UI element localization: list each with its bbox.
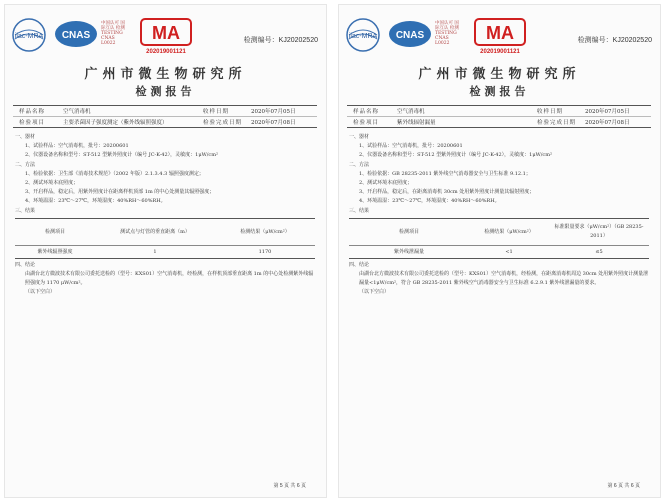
sample-info-table xyxy=(347,105,651,128)
report-subtitle: 检测报告 xyxy=(469,85,530,98)
section-line: 2、测试环境本底照度； xyxy=(25,180,79,186)
ilac-mra-logo-icon xyxy=(11,17,47,53)
header-standard-limit: 标准限量要求（μW/cm²）（GB 28235-2011） xyxy=(554,224,644,239)
section-line: 2、仪器设备名称和型号：ST-512 型紫外照度计（编号 JC-K-42），灵敏度：1μW/cm² xyxy=(359,152,552,158)
ilac-logo-text: ilac-MRA xyxy=(348,33,378,40)
cell-distance: 1 xyxy=(153,248,157,255)
cnas-logo-text: CNAS xyxy=(395,30,425,41)
section-line: 4、环境温湿：23℃～27℃，环境湿度：40%RH～60%RH。 xyxy=(359,198,500,204)
report-page-6 xyxy=(338,4,661,498)
report-number: 检测编号：KJ20202520 xyxy=(243,37,318,44)
page-footer: 第 6 页 共 6 页 xyxy=(607,483,640,489)
cell-standard-limit: ≤5 xyxy=(595,248,603,255)
section-line: 2、测试环境本底照度； xyxy=(359,180,413,186)
receive-date-label: 收样日期 xyxy=(203,109,230,115)
cell-result: 1170 xyxy=(258,248,272,255)
accreditation-logos xyxy=(345,15,545,55)
cell-result: <1 xyxy=(505,248,513,255)
section-line: 3、开启样品，稳定后，用紫外照度计在距离样机顶部 1m 的中心处测量其辐照强度； xyxy=(25,189,215,195)
section-line: 1、试验样品：空气消毒机，批号：20200601 xyxy=(25,143,129,149)
institute-title: 广州市微生物研究所 xyxy=(418,67,581,82)
info-row xyxy=(347,116,651,127)
cma-logo-text: MA xyxy=(152,23,180,43)
results-table xyxy=(15,218,315,259)
header-test-item: 检测项目 xyxy=(44,228,65,235)
results-header-row xyxy=(15,219,315,246)
report-page-5 xyxy=(4,4,327,498)
sample-name-value: 空气消毒机 xyxy=(397,109,425,115)
receive-date-value: 2020年07月05日 xyxy=(251,109,296,115)
conclusion-text: 由湖台北方微波技术有限公司委托送检的（型号：KXS01）空气消毒机，经检测，在距离消毒机周边 30cm 处用紫外照度计测量泄漏量<1μW/cm²，符合 GB 28235-2011 紫外线空气消毒器安全与卫生标准 6.2.9.1 紫外线泄漏量的要求。 xyxy=(359,271,649,286)
institute-title: 广州市微生物研究所 xyxy=(84,67,247,82)
test-item-value: 紫外线辐射漏量 xyxy=(397,120,436,126)
cnas-logo-icon xyxy=(53,19,99,49)
test-item-label: 检验项目 xyxy=(19,120,46,126)
cma-number: 202019001121 xyxy=(146,49,186,55)
section-line: 3、开启样品，稳定后，在距离消毒机 30cm 处用紫外照度计测量其辐射照度； xyxy=(359,189,535,195)
sample-info-table xyxy=(13,105,317,128)
sample-name-label: 样品名称 xyxy=(353,109,380,115)
header-test-item: 检测项目 xyxy=(398,228,419,235)
cnas-subtext: 中国认可 国际互认 检测 TESTING CNAS L0022 xyxy=(101,21,125,46)
header-result: 检测结果（μW/cm²） xyxy=(484,228,534,235)
cnas-subtext: 中国认可 国际互认 检测 TESTING CNAS L0022 xyxy=(435,21,459,46)
test-item-value: 主要杀菌因子强度测定（紫外线辐照强度） xyxy=(63,120,168,126)
results-table xyxy=(349,218,649,259)
conclusion-text: 由湖台北方微波技术有限公司委托送检的（型号：KXS01）空气消毒机，经检测，在样机顶部垂直距离 1m 的中心处检测紫外线辐照强度为 1170 μW/cm²。 xyxy=(25,271,314,286)
section-line: 1、试验样品：空气消毒机，批号：20200601 xyxy=(359,143,463,149)
table-row xyxy=(15,246,315,258)
section-heading: 三、结果 xyxy=(15,208,36,214)
section-heading: 一、器材 xyxy=(349,134,370,140)
info-row xyxy=(347,106,651,116)
section-line: 1、检验依据：卫生部《消毒技术规范》（2002 年版）2.1.3.4.3 辐照强度测定； xyxy=(25,171,204,177)
done-date-label: 检验完成日期 xyxy=(203,120,243,126)
done-date-value: 2020年07月08日 xyxy=(585,120,630,126)
sample-name-value: 空气消毒机 xyxy=(63,109,91,115)
header-distance: 测试点与灯管的垂直距离（m） xyxy=(120,228,190,235)
section-line: 1、检验依据：GB 28235-2011 紫外线空气消毒器安全与卫生标准 9.12.1； xyxy=(359,171,531,177)
conclusion-label: 四、结论 xyxy=(15,262,36,268)
done-date-value: 2020年07月08日 xyxy=(251,120,296,126)
receive-date-label: 收样日期 xyxy=(537,109,564,115)
ilac-logo-text: ilac-MRA xyxy=(14,33,44,40)
page-footer: 第 5 页 共 6 页 xyxy=(273,483,306,489)
blank-note: （以下空白） xyxy=(359,289,390,295)
conclusion-label: 四、结论 xyxy=(349,262,370,268)
cma-logo-text: MA xyxy=(486,23,514,43)
cma-logo-icon xyxy=(473,17,527,55)
report-subtitle: 检测报告 xyxy=(135,85,196,98)
receive-date-value: 2020年07月05日 xyxy=(585,109,630,115)
report-body xyxy=(349,132,649,297)
blank-note: （以下空白） xyxy=(25,289,56,295)
cma-logo-icon xyxy=(139,17,193,55)
ilac-mra-logo-icon xyxy=(345,17,381,53)
table-row xyxy=(349,246,649,258)
header-result: 检测结果（μW/cm²） xyxy=(240,228,290,235)
section-heading: 二、方法 xyxy=(349,162,370,168)
section-line: 2、仪器设备名称和型号：ST-512 型紫外照度计（编号 JC-K-42），灵敏度：1μW/cm² xyxy=(25,152,218,158)
info-row xyxy=(13,106,317,116)
done-date-label: 检验完成日期 xyxy=(537,120,577,126)
test-item-label: 检验项目 xyxy=(353,120,380,126)
cnas-logo-icon xyxy=(387,19,433,49)
cell-test-item: 紫外线辐照强度 xyxy=(37,248,73,255)
report-body xyxy=(15,132,315,297)
report-number: 检测编号：KJ20202520 xyxy=(577,37,652,44)
cnas-logo-text: CNAS xyxy=(61,30,91,41)
section-heading: 三、结果 xyxy=(349,208,370,214)
section-heading: 一、器材 xyxy=(15,134,36,140)
cma-number: 202019001121 xyxy=(480,49,520,55)
info-row xyxy=(13,116,317,127)
results-header-row xyxy=(349,219,649,246)
accreditation-logos xyxy=(11,15,211,55)
section-line: 4、环境温湿：23℃～27℃，环境湿度：40%RH～60%RH。 xyxy=(25,198,166,204)
cell-test-item: 紫外线泄漏量 xyxy=(393,248,424,255)
section-heading: 二、方法 xyxy=(15,162,36,168)
sample-name-label: 样品名称 xyxy=(19,109,46,115)
